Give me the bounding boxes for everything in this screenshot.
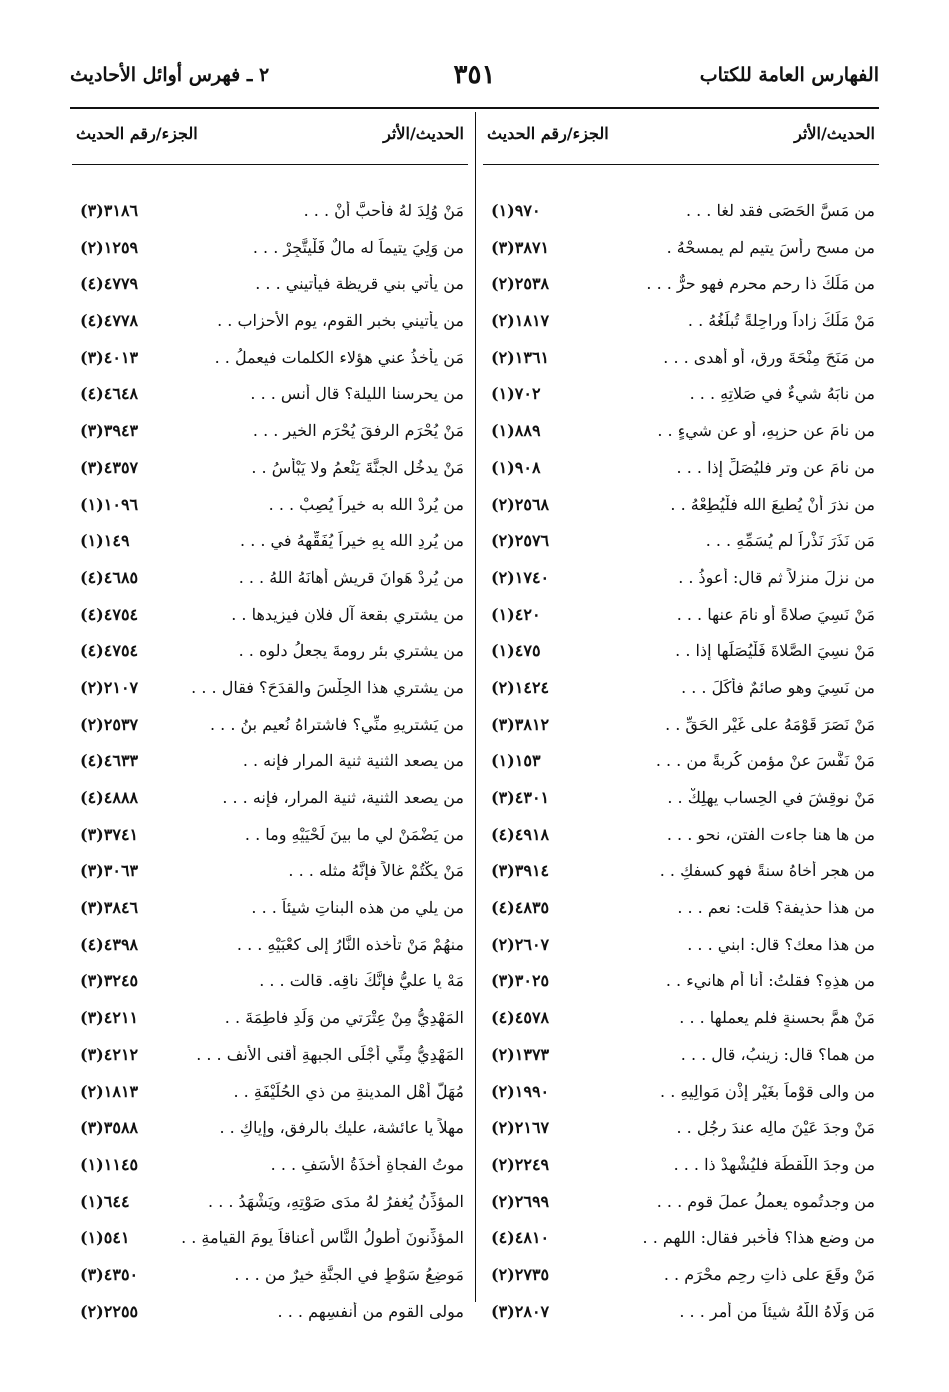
index-entry: [483, 745, 879, 782]
hadith-reference: ٢٢٥٥(٢): [80, 1301, 139, 1321]
index-entry: [72, 965, 468, 1002]
reference-column-heading: الجزء/رقم الحديث: [487, 124, 609, 143]
hadith-text: من يُرِدْ الله به خيراً يُصِبْ . . .: [268, 494, 464, 514]
hadith-reference: ١١٤٥(١): [80, 1154, 139, 1174]
index-entry: [72, 819, 468, 856]
hadith-text: المَهْدِيُّ مِنْ عِتْرَتي من وَلَدِ فاطِمَةَ . .: [224, 1008, 464, 1028]
index-entry: [483, 1076, 879, 1113]
hadith-reference: ١٢٥٩(٢): [80, 237, 139, 257]
hadith-text: من والى قوْماً بغَيْرِ إذْنِ مَوالِيهِ . .: [660, 1081, 875, 1101]
index-entry: [72, 1076, 468, 1113]
index-entry: [483, 1149, 879, 1186]
hadith-reference: ٤٠١٣(٣): [80, 347, 139, 367]
hadith-text: من نذرَ أنْ يُطيعَ الله فلْيُطِعْهُ . .: [670, 494, 875, 514]
hadith-reference: ٢٧٣٥(٢): [491, 1264, 550, 1284]
hadith-reference: ٤٣٩٨(٤): [80, 934, 139, 954]
hadith-text: من نامَ عن حزبِهِ، أو عن شيءٍ . .: [657, 421, 875, 441]
index-entry: [72, 1002, 468, 1039]
hadith-reference: ٤٣٠١(٣): [491, 788, 550, 807]
hadith-reference: ٤٧٧٩(٤): [80, 274, 139, 294]
hadith-reference: ٧٠٢(١): [491, 384, 541, 404]
index-entry: [72, 268, 468, 305]
index-entry: [483, 965, 879, 1002]
index-entry: [483, 929, 879, 966]
book-title: الفهارس العامة للكتاب: [699, 64, 879, 86]
index-entry: [72, 782, 468, 819]
hadith-text: من يحرسنا الليلة؟ قال أنس . . .: [250, 384, 464, 404]
hadith-text: مَن نَذَرَ نَذْراً لم يُسَمِّهِ . . .: [705, 531, 875, 551]
index-entry: [72, 635, 468, 672]
hadith-reference: ٢٦٩٩(٢): [491, 1191, 550, 1211]
hadith-text: المؤذِّنونَ أطولُ النَّاسِ أعناقاً يومَ القيامةِ . .: [181, 1228, 464, 1248]
hadith-text: من وضع هذا؟ فأخبر فقال: اللهم . .: [642, 1228, 875, 1248]
hadith-text: المَهْدِيُّ مِنِّي أجْلَى الجبهةِ أقنى الأنف . . .: [196, 1044, 464, 1064]
hadith-text: من يَضْمَنْ لي ما بينَ لَحْيَيْهِ وما . .: [244, 824, 464, 844]
hadith-reference: ٢٦٠٧(٢): [491, 934, 550, 954]
index-entry: [483, 782, 879, 819]
hadith-reference: ١٥٣(١): [491, 751, 541, 771]
hadith-text: من مَنَحَ مِنْحَةَ ورِقٍ، أو أهدى . . .: [663, 347, 875, 367]
index-entry: [483, 599, 879, 636]
hadith-reference: ٣١٨٦(٣): [80, 201, 139, 220]
hadith-reference: ٤٣٥٧(٣): [80, 457, 139, 477]
hadith-text: مَنْ نوقِشَ في الحِساب يهلِكْ . .: [667, 788, 875, 807]
hadith-text: من وجدَ اللُّقطَة فليُشْهِدْ ذا . . .: [673, 1154, 875, 1174]
index-entry: [72, 378, 468, 415]
hadith-reference: ١٣٦١(٢): [491, 347, 550, 367]
hadith-text: مَنْ وُلِدَ لهُ فأَحبَّ أنْ . . .: [303, 201, 464, 220]
hadith-reference: ١٨١٣(٢): [80, 1081, 139, 1101]
hadith-text: من هما؟ قال: زينبُ، قال . . .: [680, 1044, 875, 1064]
hadith-reference: ٩٧٠(١): [491, 201, 541, 220]
header-rule: [70, 107, 879, 109]
index-entry: [72, 415, 468, 452]
index-entry: [483, 855, 879, 892]
index-entry: [72, 855, 468, 892]
index-entry: [483, 525, 879, 562]
index-entry: [483, 452, 879, 489]
hadith-text: من هذا معك؟ قال: ابني . . .: [687, 934, 875, 954]
hadith-reference: ٤٦٤٨(٤): [80, 384, 139, 404]
hadith-text: من هذِهِ؟ فقلتُ: أنا أم هانيء . .: [665, 971, 875, 991]
hadith-text: مَن وَلَّاهُ اللَّهُ شيئاً من أمرِ . . .: [679, 1301, 875, 1321]
index-entry: [72, 1186, 468, 1223]
hadith-reference: ٣٠٢٥(٣): [491, 971, 550, 991]
hadith-text: من وَلِيَ يتيماً له مالٌ فَلْيتَّجِرْ . . .: [252, 237, 464, 257]
running-header: [70, 60, 879, 100]
hadith-text: من يشتري بقعة آل فلانٍ فيزيدها . .: [231, 604, 464, 624]
hadith-text: من مَلَكَ ذا رحم محرم فهو حرٌّ . . .: [646, 274, 875, 294]
hadith-text: مولى القوم من أنفسِهِم . . .: [277, 1301, 464, 1321]
hadith-text: مَهْ يا عليُّ فإنَّكَ ناقِه. قالت . . .: [259, 971, 464, 991]
index-entry: [72, 1149, 468, 1186]
hadith-reference: ٤٧٥٤(٤): [80, 641, 139, 661]
index-entry: [72, 709, 468, 746]
index-entry: [72, 525, 468, 562]
index-entry: [483, 1112, 879, 1149]
hadith-reference: ٤٦٣٣(٤): [80, 751, 139, 771]
index-entry: [72, 232, 468, 269]
index-entry: [72, 1222, 468, 1259]
hadith-reference: ٤٨٣٥(٤): [491, 898, 550, 918]
left-column-header: [72, 112, 468, 164]
hadith-reference: ٢٢٤٩(٢): [491, 1154, 550, 1174]
hadith-text: من نَسِيَ وهو صائمٌ فأكَلَ . . .: [681, 677, 875, 697]
hadith-text: مَنْ نَفَّسَ عنْ مؤمنٍ كُربةً من . . .: [655, 751, 875, 771]
hadith-text: من يُرِدِ الله بِهِ خيراً يُفَقِّههُ في . . .: [240, 531, 464, 551]
hadith-reference: ٩٠٨(١): [491, 457, 541, 477]
hadith-text: موتُ الفجاةِ أخذَةُ الأسَفِ . . .: [270, 1154, 464, 1174]
index-entry: [483, 378, 879, 415]
hadith-text: مَنْ همَّ بحسنةٍ فلم يعملها . . .: [679, 1008, 875, 1028]
index-entry: [483, 268, 879, 305]
index-entry: [72, 1112, 468, 1149]
index-entry: [72, 1039, 468, 1076]
hadith-reference: ٤٢١١(٣): [80, 1008, 139, 1028]
hadith-reference: ٣٢٤٥(٣): [80, 971, 139, 991]
index-entry: [72, 672, 468, 709]
hadith-reference: ٤٢٠(١): [491, 604, 541, 624]
hadith-text: مَوضِعُ سَوْطٍ في الجنَّةِ خيرٌ من . . .: [234, 1264, 464, 1284]
hadith-text: مَنْ نَسِيَ صلاةً أو نامَ عنها . . .: [676, 604, 875, 624]
index-entry: [72, 452, 468, 489]
hadith-reference: ٣٨٧١(٣): [491, 237, 550, 257]
hadith-text: من يُرِدْ هَوانَ قريشٍ أهانَهُ اللهُ . . .: [238, 567, 464, 587]
hadith-text: منهُمْ مَنْ تأخذه النَّارُ إلى كعْبَيْهِ . . .: [236, 934, 464, 954]
hadith-reference: ٤٦٨٥(٤): [80, 567, 139, 587]
hadith-reference: ٤٣٥٠(٣): [80, 1264, 139, 1284]
hadith-text: من ها هنا جاءت الفتن، نحو . . .: [666, 824, 875, 844]
index-entry: [483, 489, 879, 526]
index-entry: [72, 892, 468, 929]
index-entry: [483, 195, 879, 232]
reference-column-heading: الجزء/رقم الحديث: [76, 124, 198, 143]
index-entry: [483, 232, 879, 269]
hadith-text: مَنْ نسِيَ الصَّلاةَ فَلْيُصَلِّها إذا . .: [675, 641, 875, 661]
hadith-reference: ١٤٢٤(٢): [491, 677, 550, 697]
left-entries-list: [72, 195, 468, 1332]
index-entry: [483, 1222, 879, 1259]
index-entry: [72, 1296, 468, 1333]
right-entries-list: [483, 195, 879, 1332]
hadith-text: من يشتري بئر رومةَ يجعلُ دلوه . .: [238, 641, 464, 661]
hadith-reference: ٢٥٣٧(٢): [80, 714, 139, 734]
hadith-reference: ٤٧٥(١): [491, 641, 541, 661]
hadith-reference: ٦٤٤(١): [80, 1191, 130, 1211]
hadith-reference: ٤٨٨٨(٤): [80, 788, 139, 807]
index-entry: [72, 599, 468, 636]
hadith-text: من يصعد الثنية ثنية المرار فإنه . .: [242, 751, 464, 771]
hadith-text: مَنْ يكْتُمْ غالاً فإنَّهُ مثله . . .: [288, 861, 464, 881]
index-entry: [483, 892, 879, 929]
hadith-text: مَنْ وقَعَ على ذاتِ رحِمٍ محْرَمٍ . .: [663, 1264, 875, 1284]
column-divider: [475, 112, 476, 1302]
hadith-reference: ١٧٤٠(٢): [491, 567, 550, 587]
index-entry: [483, 635, 879, 672]
left-column: [72, 112, 468, 1332]
hadith-text: مَنْ يدخُل الجنَّةَ يَنْعمُ ولا يَبْأسُ . .: [251, 457, 464, 477]
index-entry: [483, 819, 879, 856]
hadith-reference: ٢٥٧٦(٢): [491, 531, 550, 551]
hadith-text: من مَسَّ الحَصَى فقد لغا . . .: [685, 201, 875, 220]
index-entry: [483, 342, 879, 379]
hadith-text: من يَشتريهِ منِّي؟ فاشتراهُ نُعيم بنُ . . .: [209, 714, 464, 734]
index-entry: [483, 562, 879, 599]
index-entry: [72, 342, 468, 379]
index-entry: [483, 1259, 879, 1296]
hadith-text: من هذا حذيفة؟ قلت: نعم . . .: [677, 898, 875, 918]
hadith-reference: ٥٤١(١): [80, 1228, 130, 1248]
index-entry: [483, 672, 879, 709]
hadith-reference: ٣٠٦٣(٣): [80, 861, 139, 881]
right-column-header: [483, 112, 879, 164]
index-entry: [72, 745, 468, 782]
index-entry: [483, 709, 879, 746]
hadith-text: من مسح رأسَ يتيم لم يمسحْهُ .: [666, 237, 875, 257]
hadith-reference: ٣٨١٢(٣): [491, 714, 550, 734]
index-entry: [72, 562, 468, 599]
hadith-reference: ٣٩١٤(٣): [491, 861, 550, 881]
hadith-text: من يصعد الثنية، ثنية المرار، فإنه . . .: [222, 788, 464, 807]
hadith-reference: ٢١٠٧(٢): [80, 677, 139, 697]
hadith-reference: ٢١٦٧(٢): [491, 1118, 550, 1138]
hadith-column-heading: الحديث/الأثر: [794, 124, 875, 143]
hadith-reference: ٢٥٣٨(٢): [491, 274, 550, 294]
hadith-reference: ٤٧٥٤(٤): [80, 604, 139, 624]
hadith-text: مَنْ مَلَكَ زاداً وراحِلةً تُبلِّغُهُ . .: [687, 311, 875, 331]
hadith-text: من يأتيني بخبر القوم، يوم الأحزاب . .: [217, 311, 464, 331]
hadith-reference: ٤٩١٨(٤): [491, 824, 550, 844]
hadith-reference: ٤٥٧٨(٤): [491, 1008, 550, 1028]
hadith-text: المؤذِّنُ يُغفرُ لهُ مدَى صَوْتِهِ، ويَشْهَدُ . . .: [208, 1191, 464, 1211]
hadith-text: من نابَهُ شيءٌ في صَلاتِهِ . . .: [689, 384, 875, 404]
hadith-reference: ١٠٩٦(١): [80, 494, 139, 514]
index-entry: [483, 1296, 879, 1333]
hadith-text: مهلاً يا عائشة، عليك بالرفقِ، وإياكِ . .: [219, 1118, 464, 1138]
index-entry: [483, 1002, 879, 1039]
index-entry: [72, 305, 468, 342]
index-entry: [483, 415, 879, 452]
hadith-reference: ٢٨٠٧(٣): [491, 1301, 550, 1321]
hadith-text: مَنْ يُحْرَمِ الرفقَ يُحْرَمِ الخير . . .: [252, 421, 464, 441]
hadith-reference: ٣٧٤١(٣): [80, 824, 139, 844]
hadith-reference: ١٨١٧(٢): [491, 311, 550, 331]
hadith-column-heading: الحديث/الأثر: [383, 124, 464, 143]
hadith-text: مُهَلُّ أهْلِ المدينةِ من ذي الحُلَيْفَةِ . .: [233, 1081, 464, 1101]
index-entry: [72, 195, 468, 232]
hadith-text: من يلي من هذه البناتِ شيئاً . . .: [251, 898, 464, 918]
hadith-reference: ٤٨١٠(٤): [491, 1228, 550, 1248]
column-header-rule: [483, 164, 879, 165]
hadith-reference: ٣٨٤٦(٣): [80, 898, 139, 918]
hadith-reference: ١٣٧٣(٢): [491, 1044, 550, 1064]
hadith-text: مَنْ وجدَ عَيْنَ مالِه عندَ رجُلٍ . .: [676, 1118, 875, 1138]
hadith-text: من وجدتُموه يعملُ عملَ قومِ . . .: [656, 1191, 875, 1211]
right-column: [483, 112, 879, 1332]
hadith-text: مَنْ نَصَرَ قَوْمَهُ على غَيْرِ الحَقِّ . .: [665, 714, 875, 734]
index-entry: [72, 929, 468, 966]
hadith-text: من هجر أخاهُ سنةً فهو كسفكِ . .: [659, 861, 875, 881]
hadith-reference: ١٤٩(١): [80, 531, 130, 551]
hadith-text: من يأتي بني قريظة فيأتيني . . .: [255, 274, 464, 294]
hadith-reference: ٢٥٦٨(٢): [491, 494, 550, 514]
index-entry: [483, 1039, 879, 1076]
hadith-reference: ٤٧٧٨(٤): [80, 311, 139, 331]
column-header-rule: [72, 164, 468, 165]
page-number: ٣٥١: [453, 60, 496, 90]
hadith-text: مَن يأخذُ عني هؤلاء الكلمات فيعملُ . .: [214, 347, 464, 367]
hadith-reference: ٣٥٨٨(٣): [80, 1118, 139, 1138]
hadith-reference: ٨٨٩(١): [491, 421, 541, 441]
hadith-text: من نزلَ منزلاً ثم قال: أعوذُ . .: [678, 567, 875, 587]
section-title: ٢ ـ فهرس أوائل الأحاديث: [70, 64, 270, 86]
hadith-text: من نامَ عن وترٍ فليُصَلِّ إذا . . .: [676, 457, 875, 477]
index-entry: [483, 1186, 879, 1223]
hadith-reference: ١٩٩٠(٢): [491, 1081, 550, 1101]
hadith-reference: ٣٩٤٣(٣): [80, 421, 139, 441]
hadith-reference: ٤٢١٢(٣): [80, 1044, 139, 1064]
index-entry: [72, 1259, 468, 1296]
index-entry: [72, 489, 468, 526]
index-entry: [483, 305, 879, 342]
hadith-text: من يشتري هذا الحِلْسَ والقدَحَ؟ فقال . . .: [191, 677, 464, 697]
